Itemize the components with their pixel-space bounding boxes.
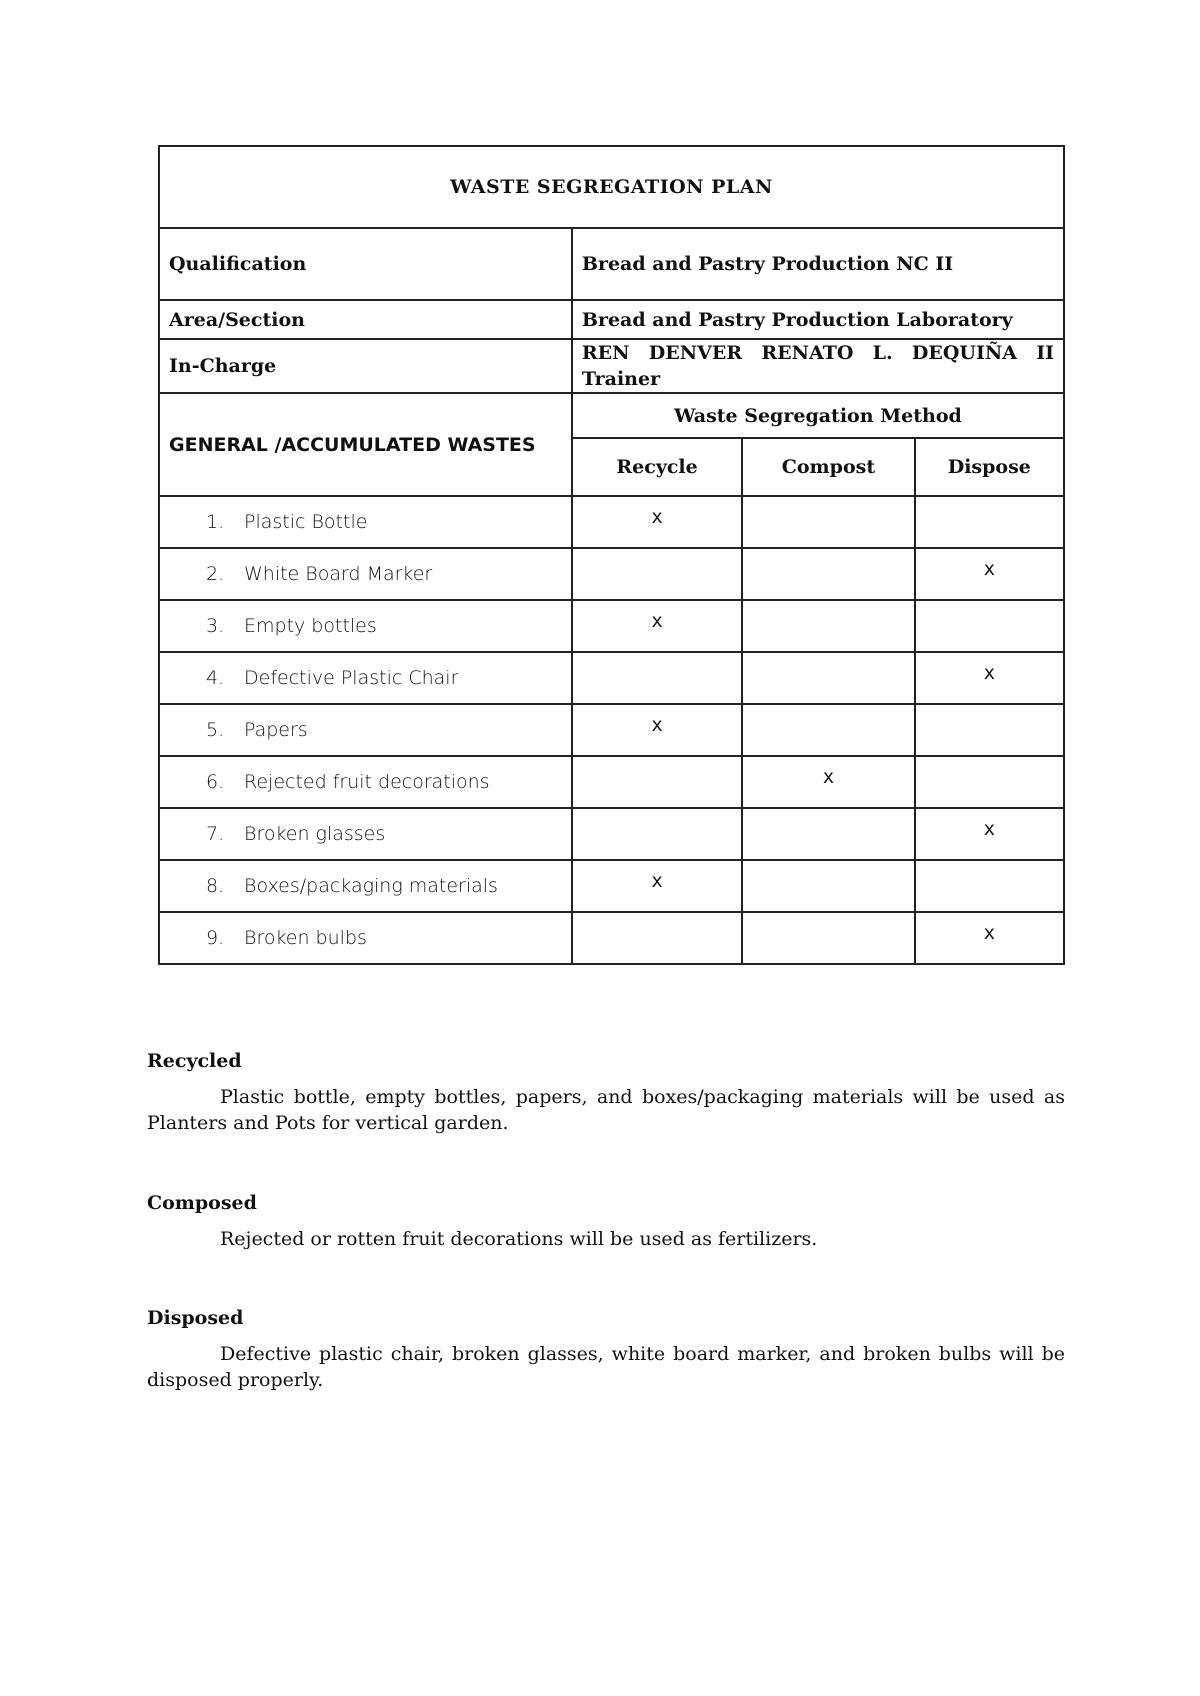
composed-section (147, 1190, 1065, 1252)
recycle-mark-cell (572, 860, 742, 912)
dispose-mark: x (983, 662, 996, 684)
incharge-name-word: L. (872, 342, 893, 364)
incharge-role: Trainer (581, 368, 661, 390)
recycle-mark-cell (572, 548, 742, 600)
item-number: 7. (206, 823, 225, 845)
method-header: Waste Segregation Method (572, 393, 1064, 438)
table-row (159, 756, 1064, 808)
disposed-text: Defective plastic chair, broken glasses, white board marker, and broken bulbs will be disposed properly. (147, 1343, 1065, 1391)
recycle-mark: x (651, 610, 663, 632)
qualification-row (159, 228, 1064, 300)
dispose-mark-cell (915, 912, 1064, 964)
dispose-mark-cell (915, 600, 1064, 652)
disposed-heading: Disposed (147, 1307, 244, 1329)
item-number: 5. (206, 719, 225, 741)
item-number: 4. (206, 667, 225, 689)
item-name: Rejected fruit decorations (244, 771, 490, 793)
compost-mark-cell (742, 756, 914, 808)
compost-mark-cell (742, 808, 914, 860)
recycle-mark-cell (572, 912, 742, 964)
item-number: 9. (206, 927, 225, 949)
recycle-mark-cell (572, 704, 742, 756)
recycled-heading: Recycled (147, 1050, 242, 1072)
dispose-mark-cell (915, 652, 1064, 704)
item-name: Papers (244, 719, 308, 741)
table-row (159, 548, 1064, 600)
compost-mark-cell (742, 496, 914, 548)
dispose-mark-cell (915, 704, 1064, 756)
item-name: White Board Marker (244, 563, 433, 585)
item-name: Empty bottles (244, 615, 377, 637)
item-name: Plastic Bottle (244, 511, 368, 533)
recycle-mark-cell (572, 652, 742, 704)
item-number: 6. (206, 771, 225, 793)
table-row (159, 808, 1064, 860)
waste-item-cell (159, 756, 572, 808)
item-name: Defective Plastic Chair (244, 667, 459, 689)
incharge-name-word: DENVER (648, 342, 743, 364)
dispose-mark: x (983, 558, 996, 580)
incharge-name (582, 340, 1054, 366)
dispose-mark-cell (915, 548, 1064, 600)
recycle-mark-cell (572, 756, 742, 808)
recycle-mark-cell (572, 808, 742, 860)
item-number: 3. (206, 615, 225, 637)
waste-item-cell (159, 496, 572, 548)
waste-item-cell (159, 652, 572, 704)
composed-text: Rejected or rotten fruit decorations will be used as fertilizers. (220, 1228, 818, 1250)
recycled-text: Plastic bottle, empty bottles, papers, and boxes/packaging materials will be used as Planters and Pots for vertical garden. (147, 1086, 1065, 1134)
item-number: 2. (206, 563, 225, 585)
table-row (159, 860, 1064, 912)
area-value: Bread and Pastry Production Laboratory (572, 300, 1064, 339)
recycle-mark: x (651, 506, 663, 528)
wastes-header: GENERAL /ACCUMULATED WASTES (159, 393, 572, 496)
item-number: 8. (206, 875, 225, 897)
qualification-label: Qualification (159, 228, 572, 300)
dispose-mark-cell (915, 860, 1064, 912)
waste-item-cell (159, 912, 572, 964)
table-row (159, 496, 1064, 548)
compost-mark-cell (742, 652, 914, 704)
dispose-mark: x (983, 922, 996, 944)
dispose-mark-cell (915, 808, 1064, 860)
table-row (159, 912, 1064, 964)
waste-item-cell (159, 600, 572, 652)
compost-mark-cell (742, 704, 914, 756)
item-name: Broken bulbs (244, 927, 367, 949)
recycle-column-header: Recycle (572, 438, 742, 496)
disposed-section (147, 1305, 1065, 1393)
dispose-mark-cell (915, 496, 1064, 548)
incharge-value (572, 339, 1064, 393)
incharge-name-word: II (1036, 342, 1054, 364)
compost-mark-cell (742, 912, 914, 964)
incharge-name-word: DEQUIÑA (911, 342, 1017, 364)
method-header-row (159, 393, 1064, 438)
recycle-mark: x (651, 870, 663, 892)
incharge-name-word: RENATO (761, 342, 854, 364)
compost-mark-cell (742, 600, 914, 652)
waste-item-cell (159, 860, 572, 912)
composed-heading: Composed (147, 1192, 257, 1214)
table-row (159, 704, 1064, 756)
waste-segregation-table (158, 145, 1065, 965)
title-row (159, 146, 1064, 228)
incharge-row (159, 339, 1064, 393)
compost-mark-cell (742, 860, 914, 912)
recycled-section (147, 1048, 1065, 1136)
recycle-mark: x (651, 714, 663, 736)
compost-mark-cell (742, 548, 914, 600)
dispose-column-header: Dispose (915, 438, 1064, 496)
area-row (159, 300, 1064, 339)
waste-item-cell (159, 548, 572, 600)
dispose-mark: x (983, 818, 996, 840)
item-name: Broken glasses (244, 823, 386, 845)
recycle-mark-cell (572, 496, 742, 548)
compost-column-header: Compost (742, 438, 914, 496)
compost-mark: x (822, 766, 835, 788)
incharge-name-word: REN (581, 342, 630, 364)
qualification-value: Bread and Pastry Production NC II (572, 228, 1064, 300)
waste-item-cell (159, 808, 572, 860)
area-label: Area/Section (159, 300, 572, 339)
waste-item-cell (159, 704, 572, 756)
dispose-mark-cell (915, 756, 1064, 808)
incharge-label: In-Charge (159, 339, 572, 393)
plan-title: WASTE SEGREGATION PLAN (159, 146, 1064, 228)
table-row (159, 652, 1064, 704)
item-name: Boxes/packaging materials (244, 875, 498, 897)
recycle-mark-cell (572, 600, 742, 652)
item-number: 1. (206, 511, 225, 533)
table-row (159, 600, 1064, 652)
